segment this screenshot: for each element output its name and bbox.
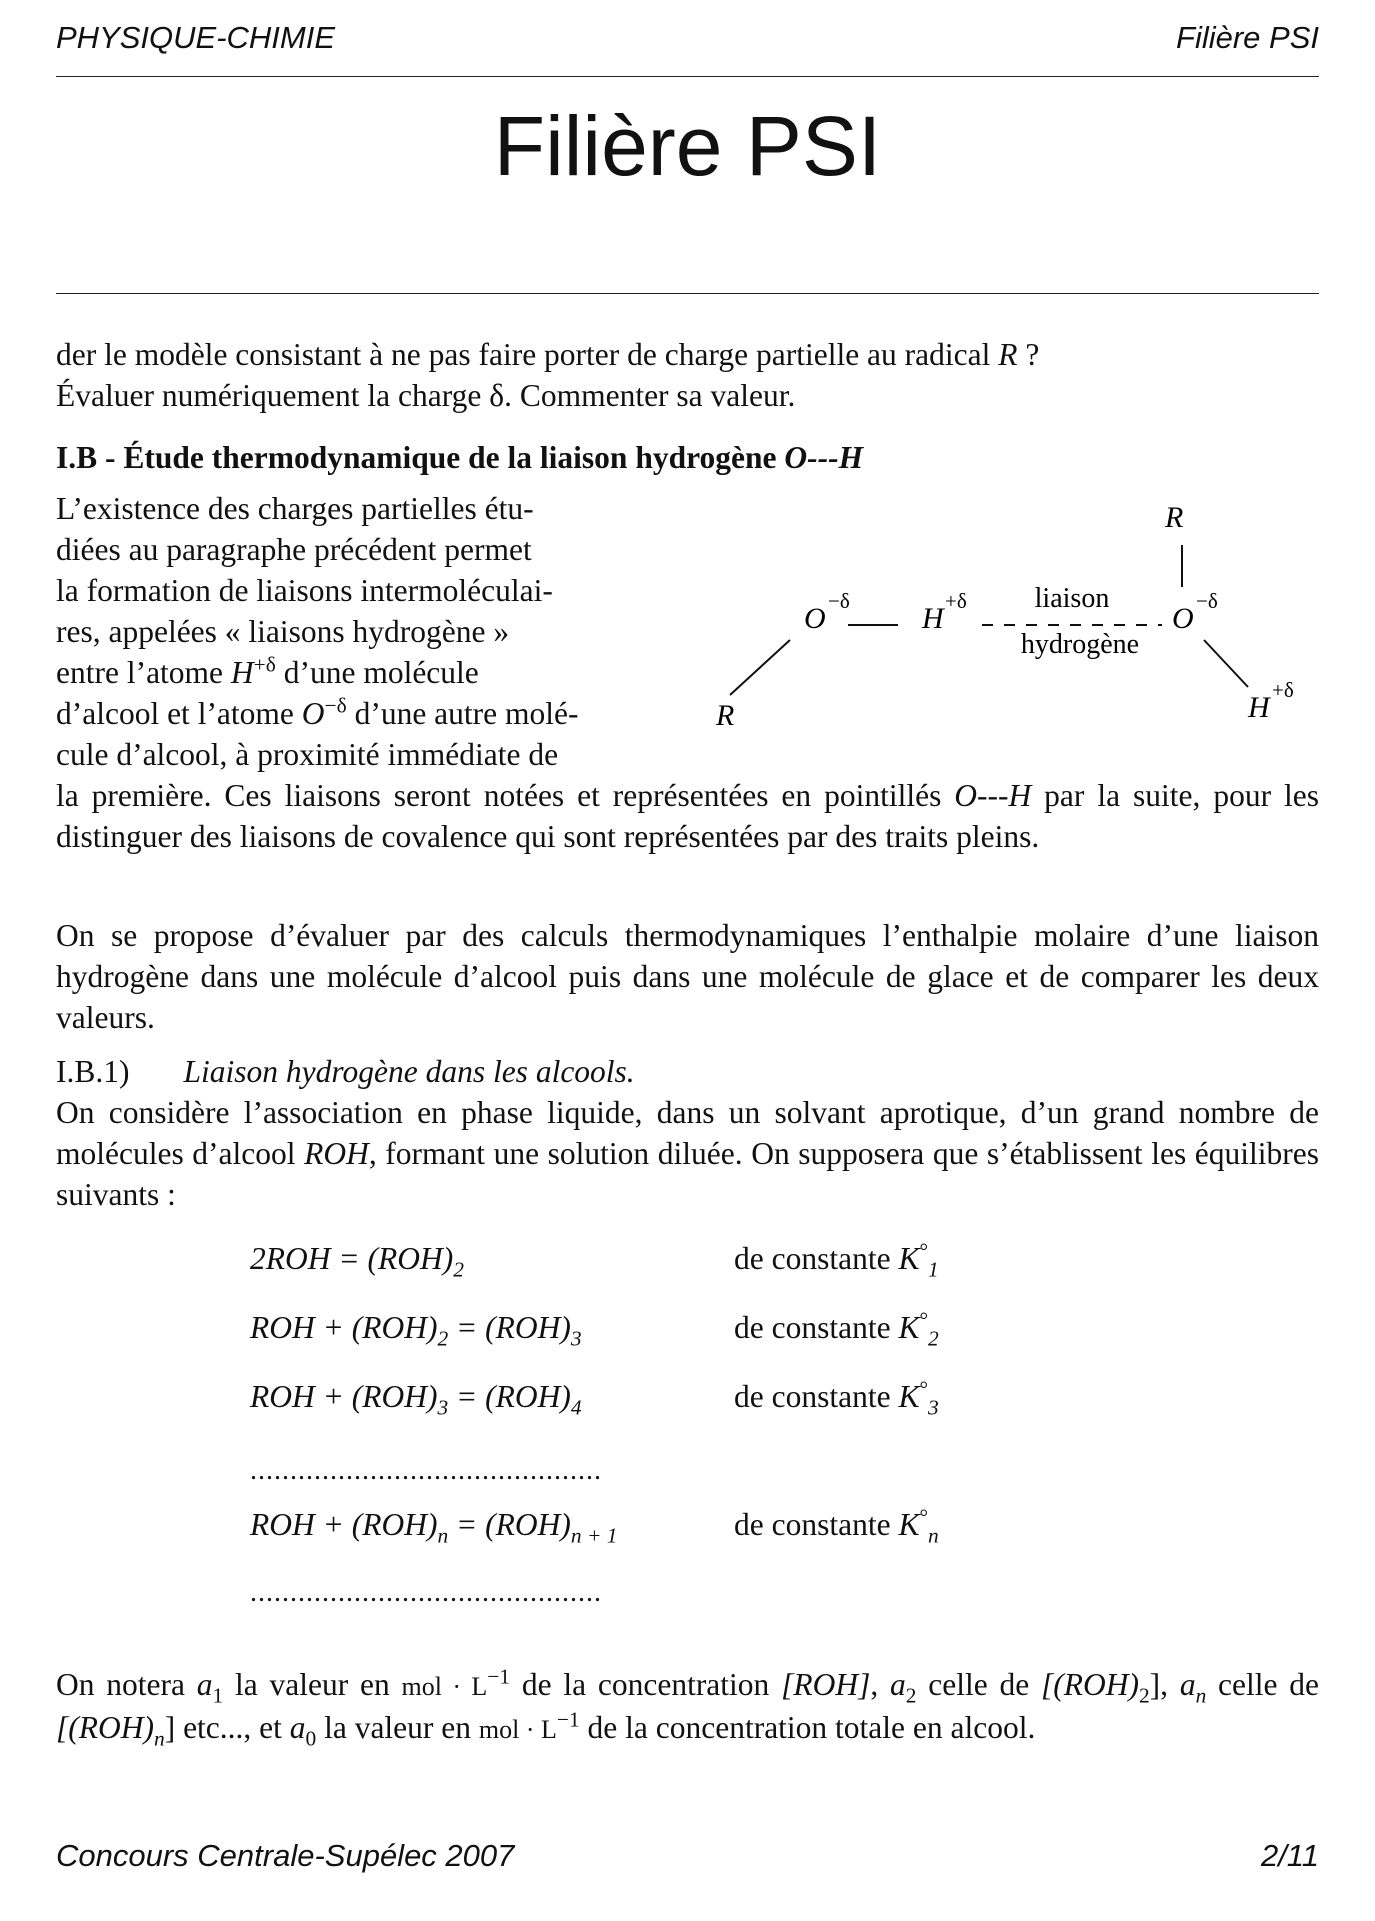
page-title: Filière PSI [493,99,882,193]
paragraph-hydrogen-bond-continued: la première. Ces liaisons seront notées et représentées en pointillés O---H par la suite, pour les distinguer des liaisons de covalence qui sont représentées par des traits pleins. [56,778,1319,854]
equation-ellipsis-2: ............................................ [250,1577,602,1608]
equation-ellipsis-1: ............................................ [250,1455,602,1486]
diagram-H-middle-charge: +δ [945,589,967,613]
title-rule [56,293,1319,294]
diagram-R-left: R [716,699,735,732]
bond-R-O-left [730,640,790,695]
diagram-R-top: R [1165,501,1184,534]
diagram-label-hydrogene: hydrogène [1020,629,1140,660]
diagram-O-right: O [1172,602,1194,635]
subsection-title: I.B.1) Liaison hydrogène dans les alcools. [56,1054,635,1089]
diagram-H-middle: H [922,602,944,635]
footer-exam: Concours Centrale-Supélec 2007 [56,1838,515,1873]
diagram-O-left-charge: −δ [828,589,850,613]
diagram-label-liaison: liaison [1034,583,1110,614]
diagram-O-right-charge: −δ [1196,589,1218,613]
paragraph-association: On considère l’association en phase liquide, dans un solvant aprotique, d’un grand nombre de molécules d’alcool ROH, formant une solution diluée. On supposera que s’établissent les équilibres suivants : [56,1095,1319,1212]
section-title: I.B - Étude thermodynamique de la liaison hydrogène O---H [56,440,864,475]
header-rule [56,76,1319,77]
intro-paragraph: der le modèle consistant à ne pas faire porter de charge partielle au radical R ? Évaluer numériquement la charge δ. Commenter sa valeur. [56,337,1040,413]
footer-page-number: 2/11 [1260,1838,1319,1873]
diagram-H-right: H [1248,691,1270,724]
header-track: Filière PSI [1176,20,1319,55]
bond-O-H-right [1204,640,1248,687]
diagram-O-left: O [804,602,826,635]
paragraph-notation: On notera $a_1$ la valeur en mol · $L^{-1}$ de la concentration [ROH], $a_2$ celle de $[(ROH)_2]$, $a_n$ celle de $[(ROH)_n]$ etc..., et $a_0$ la valeur en mol · $L^{-1}$ de la concentration totale en alcool. [56,1664,1319,1751]
hydrogen-bond-diagram [700,495,1330,735]
diagram-H-right-charge: +δ [1272,678,1294,702]
header-subject: PHYSIQUE-CHIMIE [56,20,336,55]
paragraph-hydrogen-bond: L’existence des charges partielles étu- diées au paragraphe précédent permet la formation de liaisons intermoléculai- res, appelées « liaisons hydrogène » entre l’atome $H^{+\delta}$ d’une molécule d’alcool et l’atome $O^{-\delta}$ d’une autre molé- cule d’alcool, à proximité immédiate de [56,491,579,772]
paragraph-purpose: On se propose d’évaluer par des calculs thermodynamiques l’enthalpie molaire d’une liaison hydrogène dans une molécule d’alcool puis dans une molécule de glace et de comparer les deux valeurs. [56,918,1319,1035]
